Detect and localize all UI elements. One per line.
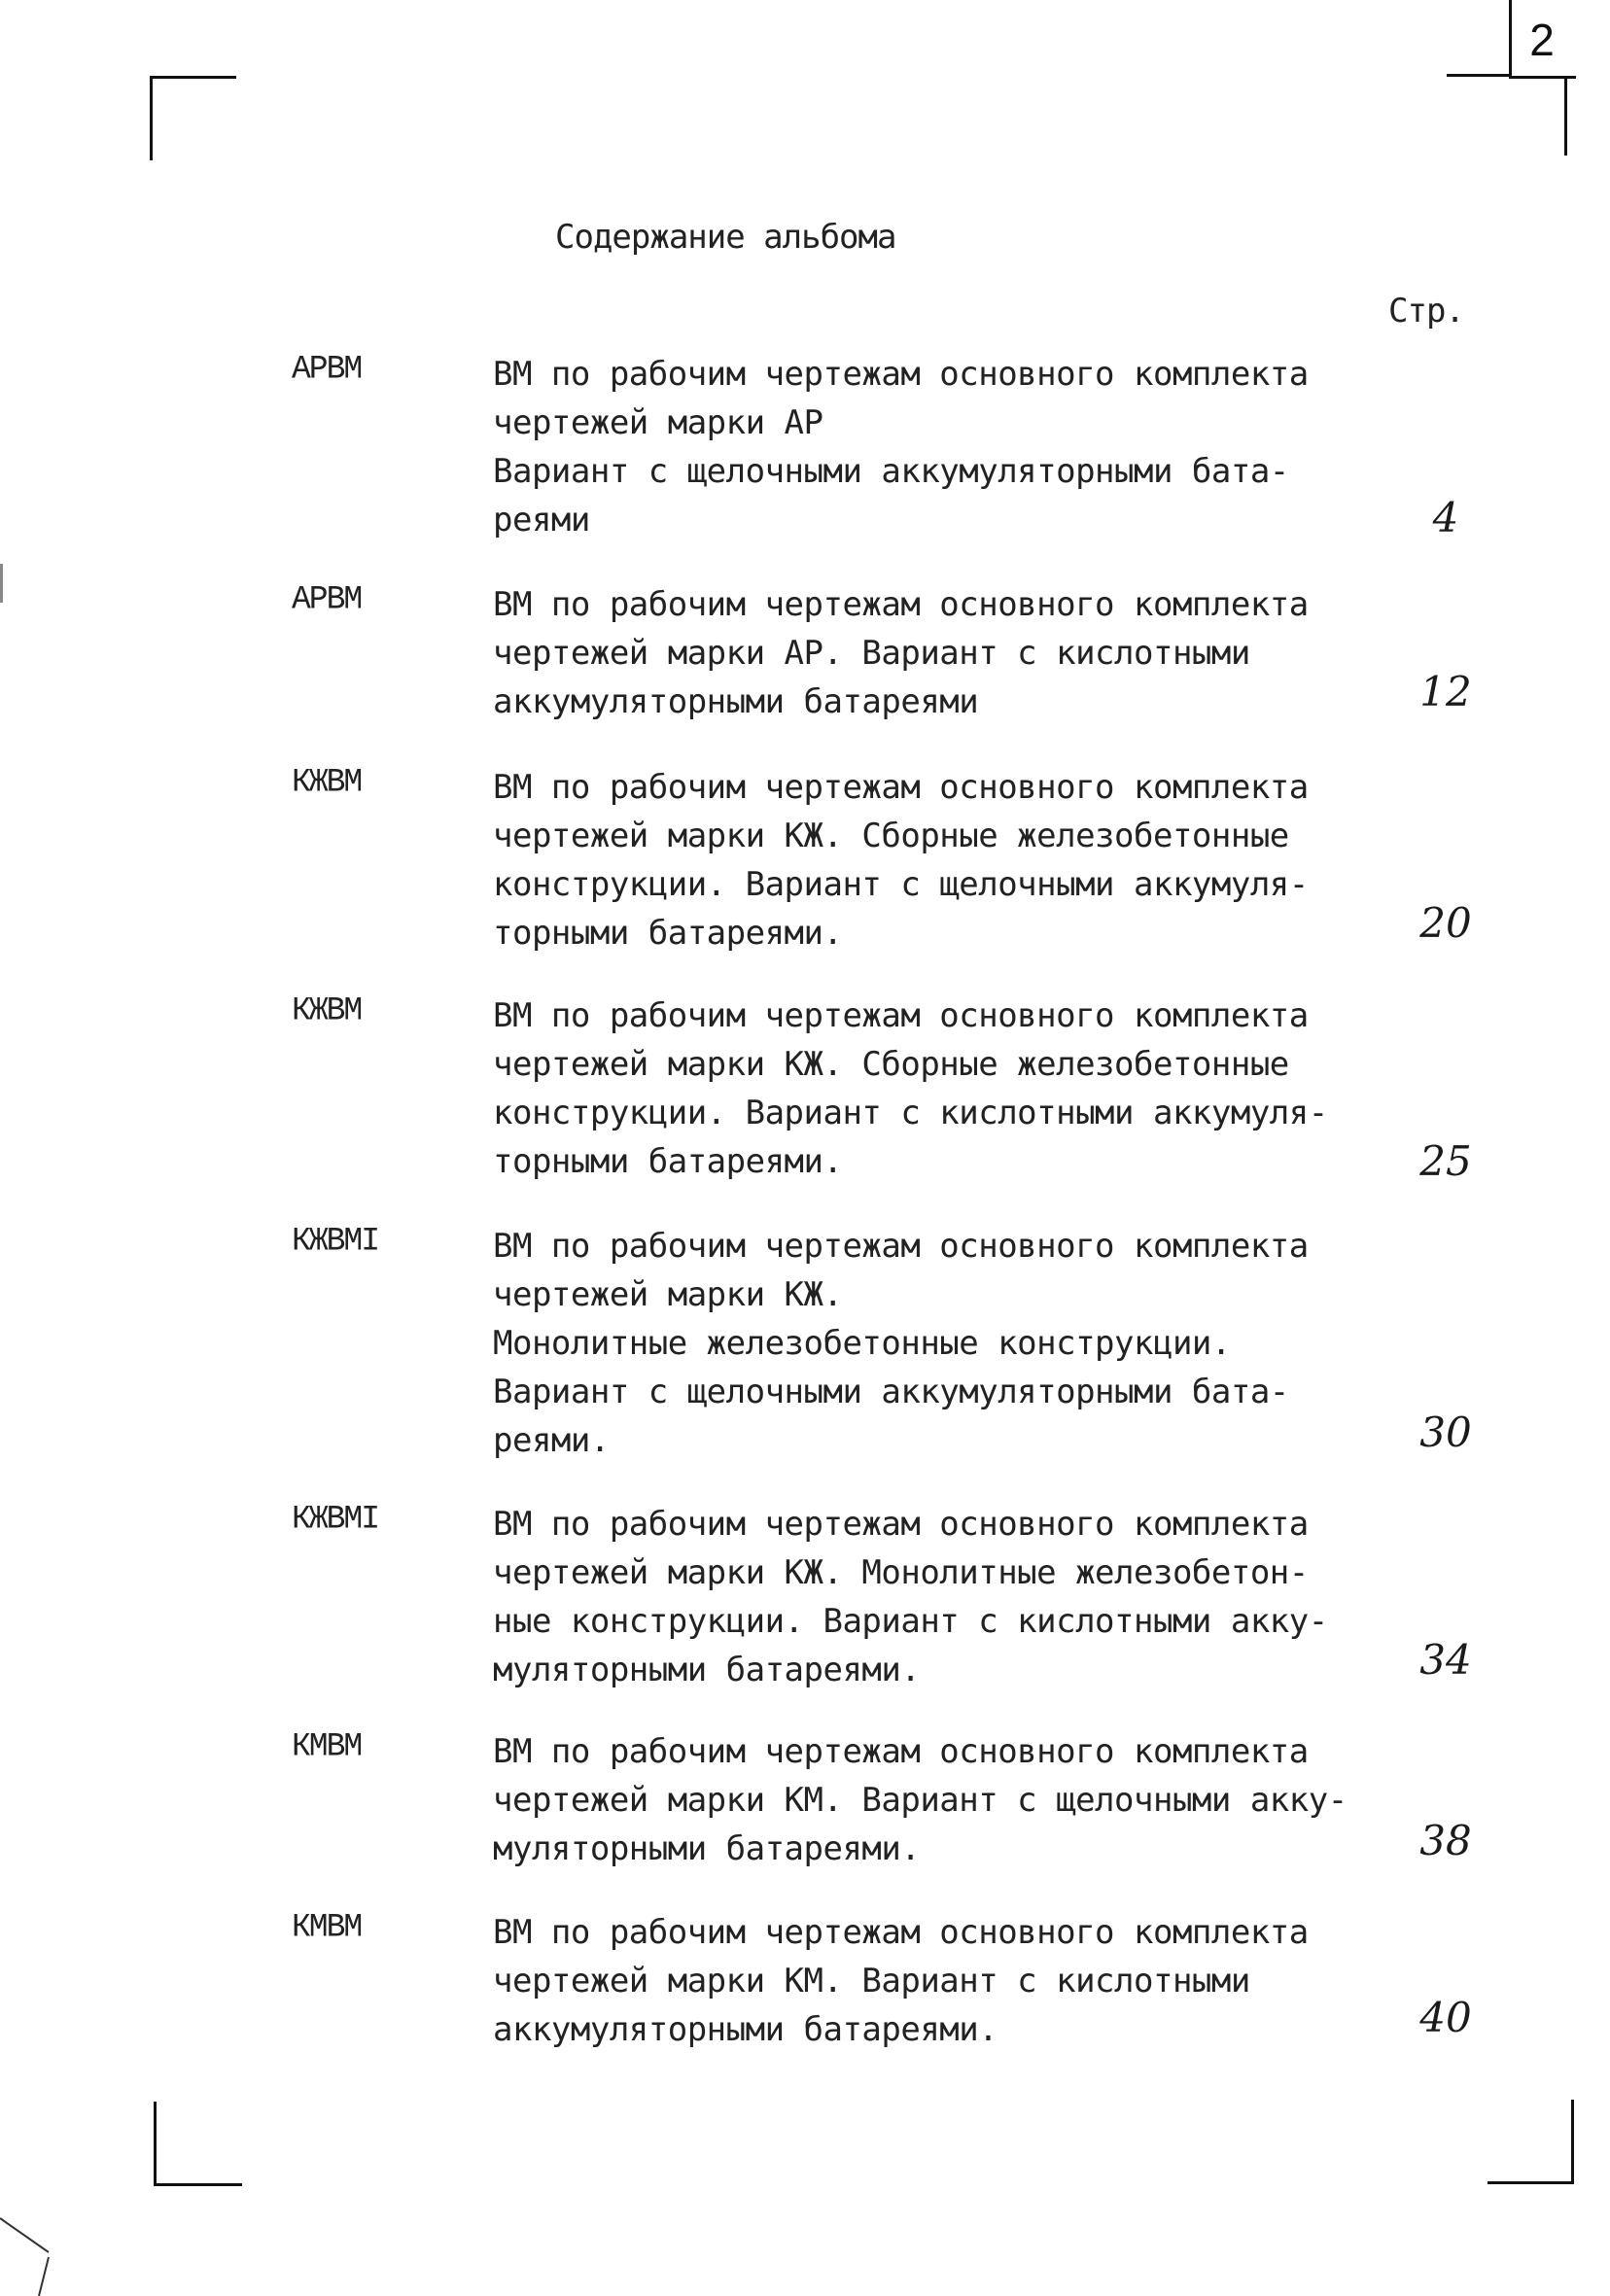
entry-description [493, 763, 1387, 957]
entry-line: реями. [493, 1421, 610, 1460]
entry-page-number: 25 [1419, 1137, 1472, 1185]
entry-line: ВМ по рабочим чертежам основного комплекта [493, 355, 1309, 394]
entry-description [493, 1908, 1387, 2054]
corner-mark-top-left [150, 76, 236, 160]
entry-code: АРВМ [292, 580, 362, 618]
entry-line: чертежей марки КЖ. Сборные железобетонные [493, 817, 1289, 855]
entry-page-number: 30 [1419, 1409, 1472, 1456]
entry-page-number: 4 [1432, 494, 1459, 541]
entry-description [493, 1500, 1387, 1694]
entry-line: ВМ по рабочим чертежам основного комплекта [493, 768, 1309, 807]
entry-code: КМВМ [292, 1908, 362, 1946]
entry-line: торными батареями. [493, 1142, 843, 1181]
scan-corner-mark [0, 2199, 58, 2296]
entry-code: КЖВМI [292, 1222, 379, 1260]
entry-line: ВМ по рабочим чертежам основного комплекта [493, 1732, 1309, 1771]
page-title: Содержание альбома [555, 218, 896, 257]
page-number: 2 [1529, 15, 1555, 65]
entry-line: конструкции. Вариант с щелочными аккумуля- [493, 865, 1309, 904]
entry-code: КЖВМI [292, 1500, 379, 1538]
entry-line: аккумуляторными батареями [493, 682, 979, 721]
entry-line: ВМ по рабочим чертежам основного комплекта [493, 1505, 1309, 1544]
entry-code: КЖВМ [292, 991, 362, 1029]
entry-page-number: 40 [1419, 1994, 1472, 2041]
entry-page-number: 12 [1419, 668, 1472, 715]
entry-code: КЖВМ [292, 763, 362, 801]
scan-edge-mark [0, 564, 3, 603]
entry-line: Вариант с щелочными аккумуляторными бата- [493, 1373, 1289, 1411]
entry-line: чертежей марки КМ. Вариант с кислотными [493, 1962, 1250, 2000]
entry-page-number: 20 [1419, 899, 1472, 947]
entry-description [493, 1222, 1387, 1465]
entry-line: муляторными батареями. [493, 1829, 921, 1868]
entry-code: КМВМ [292, 1727, 362, 1765]
entry-code: АРВМ [292, 350, 362, 388]
entry-line: чертежей марки КЖ. Сборные железобетонные [493, 1045, 1289, 1084]
entry-line: ВМ по рабочим чертежам основного комплекта [493, 996, 1309, 1035]
entry-line: ВМ по рабочим чертежам основного комплекта [493, 1913, 1309, 1952]
corner-mark-bottom-left [154, 2102, 242, 2186]
entry-line: чертежей марки КЖ. [493, 1275, 843, 1314]
entry-line: ВМ по рабочим чертежам основного комплекта [493, 1227, 1309, 1266]
page-column-header: Стр. [1388, 292, 1464, 330]
entry-line: Монолитные железобетонные конструкции. [493, 1324, 1231, 1363]
entry-description [493, 991, 1387, 1186]
entry-line: муляторными батареями. [493, 1651, 921, 1689]
entry-line: чертежей марки КМ. Вариант с щелочными акку- [493, 1781, 1348, 1820]
entry-line: Вариант с щелочными аккумуляторными бата- [493, 452, 1289, 491]
entry-line: ВМ по рабочим чертежам основного комплекта [493, 585, 1309, 624]
entry-description [493, 580, 1387, 726]
entry-line: реями [493, 501, 590, 539]
entry-line: аккумуляторными батареями. [493, 2010, 998, 2049]
entry-line: торными батареями. [493, 914, 843, 953]
entry-line: чертежей марки АР [493, 403, 823, 442]
entry-page-number: 38 [1419, 1817, 1472, 1864]
entry-description [493, 1727, 1387, 1873]
entry-line: ные конструкции. Вариант с кислотными акку- [493, 1602, 1328, 1641]
entry-line: чертежей марки АР. Вариант с кислотными [493, 634, 1250, 673]
entry-description [493, 350, 1387, 544]
entry-line: чертежей марки КЖ. Монолитные железобетон- [493, 1553, 1309, 1592]
entry-page-number: 34 [1419, 1636, 1472, 1684]
entry-line: конструкции. Вариант с кислотными аккумуля- [493, 1094, 1328, 1132]
corner-mark-bottom-right [1488, 2100, 1574, 2184]
page-number-box-rule [1447, 74, 1511, 77]
page-number-box-tick [1564, 76, 1567, 156]
